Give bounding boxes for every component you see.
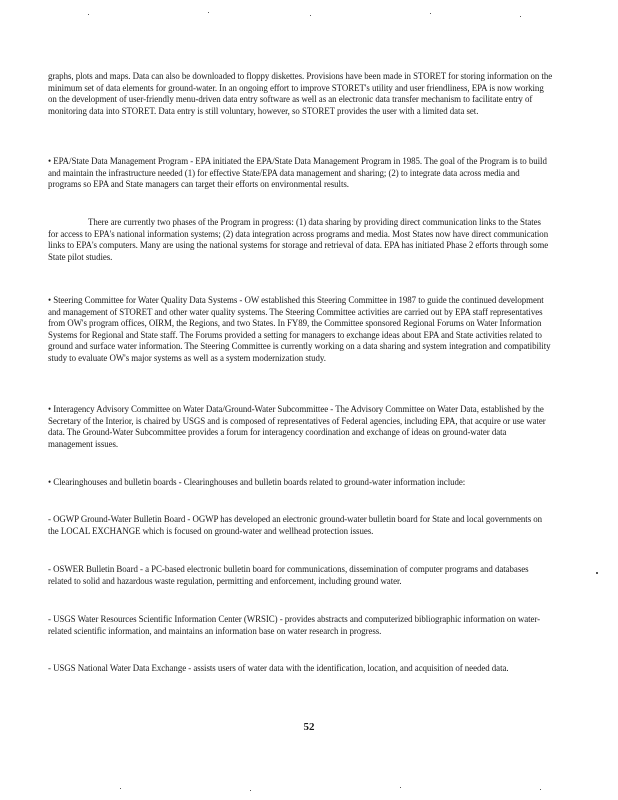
page-number: 52 [303,721,315,733]
paragraph-steering-committee: • Steering Committee for Water Quality Data Systems - OW established this Steering Committee in 1987 to guide the continued development and management of STORET and other water quality systems. The Steering Committee activities are carried out by EPA staff representatives from OW's program offices, OIRM, the Regions, and two States. In FY89, the Committee sponsored Regional Forums on Water Information Systems for Regional and State staff. The Forums provided a setting for managers to exchange ideas about EPA and State activities related to ground and surface water information. The Steering Committee is currently working on a data sharing and system integration and compatibility study to evaluate OW's major systems as well as a system modernization study. [48,295,551,363]
scan-speck [596,572,598,574]
list-item-ogwp-bulletin-board: - OGWP Ground-Water Bulletin Board - OGWP has developed an electronic ground-water bulletin board for State and local governments on the LOCAL EXCHANGE which is focused on ground-water and wellhead protection issues. [48,514,543,536]
paragraph-storet-continued: graphs, plots and maps. Data can also be downloaded to floppy diskettes. Provisions have been made in STORET for storing information on the minimum set of data elements for ground-water. In an ongoing effort to improve STORET's utility and user friendliness, EPA is now working on the development of user-friendly menu-driven data entry software as well as an electronic data transfer mechanism to facilitate entry of monitoring data into STORET. Data entry is still voluntary, however, so STORET provides the user with a limited data set. [48,71,553,116]
paragraph-program-phases: There are currently two phases of the Program in progress: (1) data sharing by providing direct communication links to the States for access to EPA's national information systems; (2) data integration across programs and media. Most States now have direct communication links to EPA's computers. Many are using the national systems for storage and retrieval of data. EPA has initiated Phase 2 efforts through some State pilot studies. [48,217,549,262]
scan-speck [310,15,311,16]
list-item-usgs-national-water-data-exchange: - USGS National Water Data Exchange - assists users of water data with the identification, location, and acquisition of needed data. [48,663,509,673]
scan-speck [400,787,401,788]
scan-speck [430,13,431,14]
paragraph-epa-state-data-management: • EPA/State Data Management Program - EPA initiated the EPA/State Data Management Program in 1985. The goal of the Program is to build and maintain the infrastructure needed (1) for effective State/EPA data management and sharing; (2) to integrate data across media and programs so EPA and State managers can target their efforts on environmental results. [48,156,547,190]
scan-speck [208,12,209,13]
scan-speck [88,14,89,15]
paragraph-interagency-advisory-committee: • Interagency Advisory Committee on Water Data/Ground-Water Subcommittee - The Advisory Committee on Water Data, established by the Secretary of the Interior, is chaired by USGS and is composed of representatives of Federal agencies, including EPA, that acquire or use water data. The Ground-Water Subcommittee provides a forum for interagency coordination and exchange of ideas on ground-water data management issues. [48,404,546,449]
scan-speck [520,16,521,17]
scan-speck [250,790,251,791]
scan-speck [540,789,541,790]
scan-speck [120,788,121,789]
paragraph-clearinghouses: • Clearinghouses and bulletin boards - Clearinghouses and bulletin boards related to ground-water information include: [48,477,466,487]
list-item-oswer-bulletin-board: - OSWER Bulletin Board - a PC-based electronic bulletin board for communications, dissemination of computer programs and databases related to solid and hazardous waste regulation, permitting and enforcement, including ground water. [48,564,529,586]
list-item-usgs-wrsic: - USGS Water Resources Scientific Information Center (WRSIC) - provides abstracts and computerized bibliographic information on water-related scientific information, and maintains an information base on water research in progress. [48,614,541,636]
